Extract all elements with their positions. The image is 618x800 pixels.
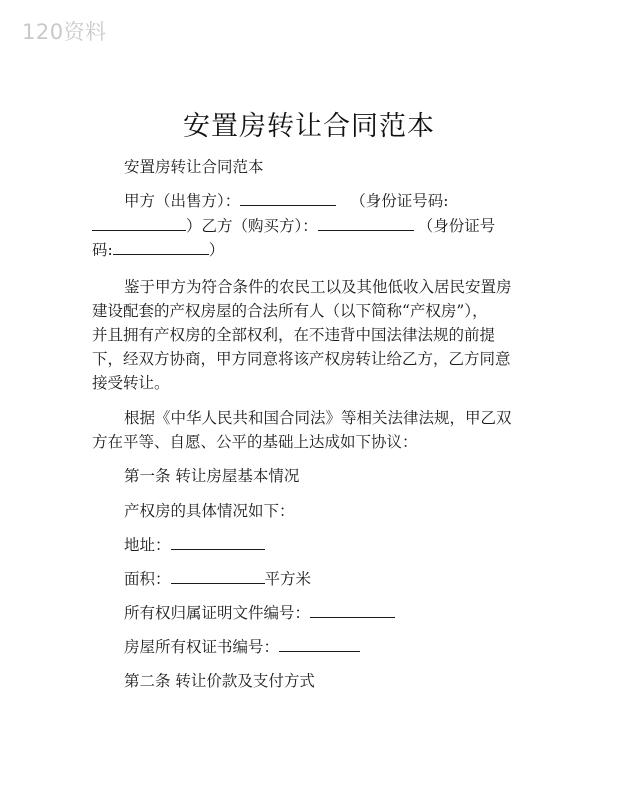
- document-title: 安置房转让合同范本: [183, 111, 435, 142]
- buyer-id-label: （身份证号: [417, 217, 496, 235]
- watermark: 120资料: [22, 20, 107, 44]
- buyer-label: 乙方（购买方）：: [201, 217, 318, 235]
- seller-line: [124, 191, 449, 211]
- article-2-heading: 第二条 转让价款及支付方式: [124, 672, 315, 690]
- para2-line-2: 方在平等、自愿、公平的基础上达成如下协议：: [92, 433, 418, 451]
- para1-line-3: 并且拥有产权房的全部权利，在不违背中国法律法规的前提: [92, 326, 496, 344]
- close-paren: ）: [186, 217, 202, 235]
- para1-line-2: 建设配套的产权房屋的合法所有人（以下简称“产权房”），: [92, 302, 488, 320]
- article-1-heading: 第一条 转让房屋基本情况: [124, 467, 300, 485]
- buyer-name-blank: [318, 216, 414, 231]
- para1-line-4: 下，经双方协商，甲方同意将该产权房转让给乙方，乙方同意: [92, 350, 511, 368]
- para1-line-5: 接受转让。: [92, 374, 170, 392]
- para1-line-1: 鉴于甲方为符合条件的农民工以及其他低收入居民安置房: [124, 278, 512, 296]
- seller-label: 甲方（出售方）：: [124, 192, 241, 210]
- area-label: 面积：: [124, 570, 171, 588]
- para2-line-1: 根据《中华人民共和国合同法》等相关法律法规，甲乙双: [124, 409, 512, 427]
- close-paren-2: ）: [208, 241, 225, 259]
- details-intro: 产权房的具体情况如下：: [124, 502, 295, 520]
- buyer-id-label-cont: 码:: [92, 241, 113, 259]
- buyer-id-line: [92, 240, 224, 260]
- document-subtitle: 安置房转让合同范本: [124, 158, 264, 176]
- ownership-doc-line: [124, 603, 395, 623]
- address-line: [124, 535, 265, 555]
- certificate-label: 房屋所有权证书编号：: [124, 638, 280, 656]
- seller-id-buyer-line: [92, 216, 495, 236]
- area-unit: 平方米: [264, 570, 312, 588]
- seller-id-label: （身份证号码:: [350, 192, 449, 210]
- ownership-doc-label: 所有权归属证明文件编号：: [124, 604, 311, 622]
- address-label: 地址：: [124, 536, 171, 554]
- area-line: [124, 569, 311, 589]
- buyer-id-blank: [113, 240, 209, 255]
- seller-id-blank: [92, 216, 186, 231]
- area-blank: [171, 569, 265, 584]
- certificate-line: [124, 637, 360, 657]
- seller-name-blank: [240, 191, 336, 206]
- ownership-doc-blank: [310, 603, 395, 618]
- certificate-blank: [279, 637, 360, 652]
- address-blank: [171, 535, 265, 550]
